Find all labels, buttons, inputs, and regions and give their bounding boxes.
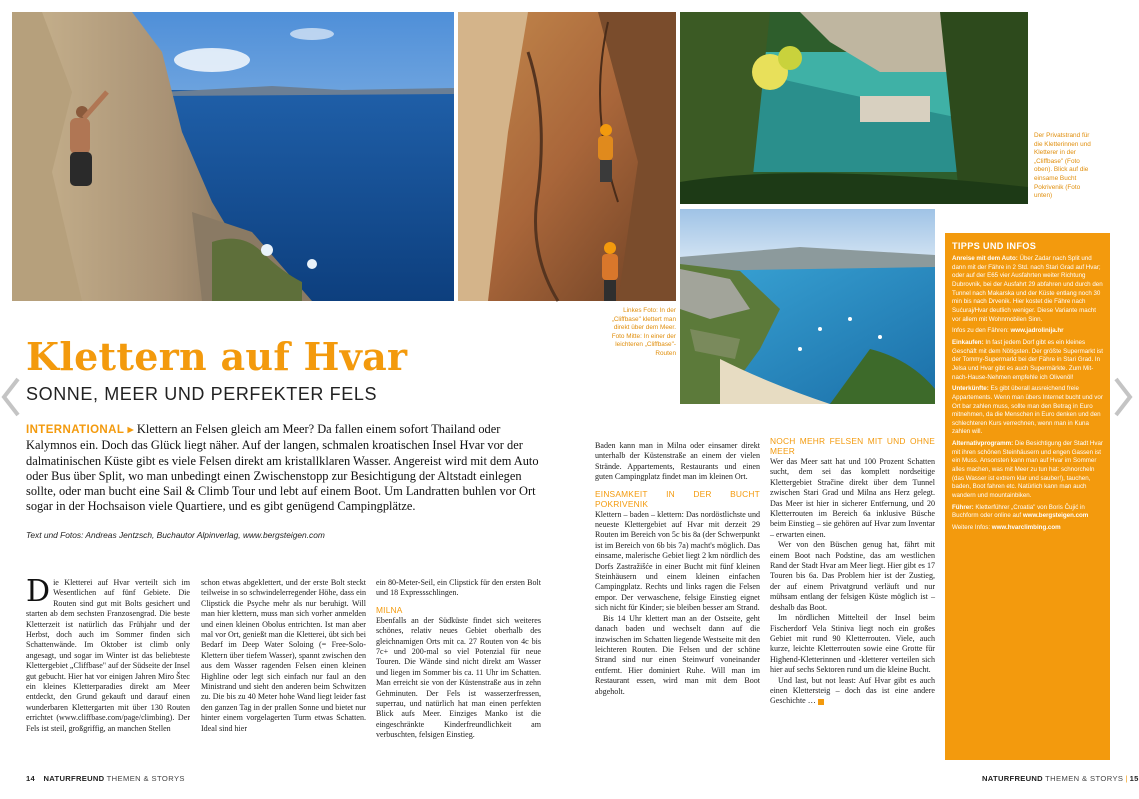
tip-item: Unterkünfte: Es gibt überall ausreichend freie Appartements. Wenn man übers Internet bucht und vor Ort bar zahlen muss, sollte man den Betrag in Euro mitnehmen, da die Menschen in Euro denken und den schlechteren Kurs verrechnen, wenn man in Kuna zahlen will. (952, 385, 1103, 436)
body-column-5-text-2: Wer von den Büschen genug hat, fährt mit einem Boot nach Podstine, das am westlichen Rand der Stadt Hvar am Meer liegt. Hier gibt es 17 Touren bis 6a. Das Problem hier ist der Zustieg, der auf einem Privatgrund verläuft und nur mühsam entlang der felsigen Küste möglich ist – deshalb das Boot. (770, 540, 935, 612)
article-subtitle: SONNE, MEER UND PERFEKTER FELS (26, 384, 378, 404)
body-column-2-text: schon etwas abgeklettert, und der erste Bolt steckt teilweise in so schwindelerregender Höhe, dass ein Clipstick die Psyche mehr als nur beruhigt. Will man hier klettern, muss man sich vorher anmelden und einen kleinen Obolus entrichten. Ist man aber mal vor Ort, genießt man die Kletterei, übt sich bei Bedarf im Deep Water Soloing (= Free-Solo-Klettern über tiefem Wasser), spannt zwischen den aus dem Wasser ragenden Felsen einen kleinen Highline oder legt sich einfach nur faul an den Ministrand und sieht den anderen beim Schwitzen zu. Die bis zu 40 Meter hohe Wand liegt leider fast den ganzen Tag in der prallen Sonne und bietet nur hinter einem vorgelagerten Turm etwas Schatten. Ideal sind hier (201, 578, 366, 733)
ferry-link[interactable]: www.jadrolinija.hr (1010, 327, 1064, 335)
body-column-5-text-4: Und last, but not least: Auf Hvar gibt es auch einen Klettersteig – doch das ist eine andere Geschichte … (770, 675, 935, 706)
private-beach-cliffbase-photo (680, 12, 1028, 204)
folio-left (26, 774, 185, 783)
magazine-name-right: NATURFREUND (982, 774, 1043, 783)
section-heading-milna: MILNA (376, 604, 403, 615)
intro-kicker: INTERNATIONAL ▸ (26, 424, 134, 436)
folio-divider-icon: | (1125, 774, 1128, 783)
body-column-5-text-1: Wer das Meer satt hat und 100 Prozent Schatten sucht, dem sei das komplett nordseitige Klettergebiet Stračine direkt über dem Tunnel zwischen Stari Grad und Milna ans Herz gelegt. Das Meer ist hier in sicherer Entfernung, und 20 Kletterrouten im Bereich 6a inklusive Büsche beim Einstieg – sie gehören auf Hvar zum Inventar – erwarten einen. (770, 457, 935, 539)
author-credit: Text und Fotos: Andreas Jentzsch, Buchautor Alpinverlag, www.bergsteigen.com (26, 530, 325, 540)
section-heading-more-rocks: NOCH MEHR FELSEN MIT UND OHNE MEER (770, 436, 935, 456)
section-heading-pokrivenik: EINSAMKEIT IN DER BUCHT POKRIVENIK (595, 488, 760, 509)
tip-item: Anreise mit dem Auto: Über Zadar nach Split und dann mit der Fähre in 2 Std. nach Stari Grad auf Hvar; oder auf der E65 vier Ausfahrten weiter Richtung Dubrovnik, bei der Ausfahrt 29 abfahren und durch den Tunnel nach Makarska und der Küste entlang noch 30 min bis nach Drvenik. Hier kostet die Fähre nach Sućuraj/Hvar deutlich weniger. Diese Variante macht vor allem mit Wohnmobilen Sinn. (952, 255, 1103, 323)
tip-item: Infos zu den Fähren: www.jadrolinija.hr (952, 327, 1064, 335)
magazine-name-left: NATURFREUND (43, 774, 105, 783)
bay-pokrivenik-photo (680, 209, 935, 404)
photo-caption-right: Der Privatstrand für die Kletterinnen und Kletterer in der „Cliffbase" (Foto oben). Blick auf die einsame Bucht Pokrivenik (Foto unten) (1034, 132, 1091, 200)
guidebook-link[interactable]: www.bergsteigen.com (1022, 512, 1089, 520)
body-column-1-text: ie Kletterei auf Hvar verteilt sich im Wesentlichen auf fünf Gebiete. Die Routen sind gut mit Bolts gesichert und starten ab dem sechsten Franzosengrad. Die beste Kletterzeit ist natürlich das Frühjahr und der Herbst, doch auch im Sommer finden sich Schattenwände. Im Oktober ist climb only angesagt, und sogar im Winter ist das beliebteste Klettergebiet „Cliffbase" auf der Südseite der Insel gut gebucht. Hier hat vor einigen Jahren Miro Štec ein kleines Kletterparadies direkt am Meer entdeckt, den Grund gekauft und darauf einen wunderbaren Klettergarten mit über 130 Routen errichtet (www.cliffbase.com/page/climbing). Der Fels ist steil, großgriffig, an manchen Stellen (26, 578, 190, 733)
climber-cliff-sea-photo (12, 12, 454, 301)
page-number-left: 14 (26, 774, 36, 783)
section-name-right: THEMEN & STORYS (1045, 774, 1124, 783)
body-column-2 (201, 578, 366, 734)
body-column-4 (595, 441, 760, 697)
body-column-4-text-1: Baden kann man in Milna oder einsamer direkt unterhalb der Küstenstraße an einem der vielen Strände. Appartements, Restaurants und einen guten Campingplatz findet man im kleinen Ort. (595, 441, 760, 482)
folio-right (982, 774, 1139, 783)
page-number-right: 15 (1129, 774, 1139, 783)
body-column-3-text-1: ein 80-Meter-Seil, ein Clipstick für den ersten Bolt und 18 Expressschlingen. (376, 578, 541, 598)
photo-caption-left: Linkes Foto: In der „Cliffbase" klettert man direkt über dem Meer. Foto Mitte: In einer der leichteren „Cliffbase"-Routen (611, 307, 676, 357)
end-mark-icon (818, 699, 824, 705)
hvarclimbing-link[interactable]: www.hvarclimbing.com (991, 524, 1061, 532)
climbers-rock-wall-photo (458, 12, 676, 301)
article-title: Klettern auf Hvar (26, 334, 408, 379)
body-column-5 (770, 436, 935, 707)
tips-info-box (945, 233, 1110, 760)
body-column-3 (376, 578, 541, 741)
tip-item: Einkaufen: In fast jedem Dorf gibt es ein kleines Geschäft mit dem Nötigsten. Der größte Supermarkt ist der Tommy-Supermarkt bei der Fähre in Stari Grad. In Jelsa und Hvar gibt es auch Supermärkte. Zum Mit-nach-Hause-Nehmen empfehle ich Olivenöl! (952, 338, 1103, 381)
body-column-4-text-3: Bis 14 Uhr klettert man an der Ostseite, geht danach baden und wechselt dann auf die inzwischen im Schatten liegende Westseite mit den leichteren Routen. Die Felsen und der schöne Strand sind nur einen Steinwurf voneinander entfernt. Hier dominiert Ruhe. Will man im Restaurant essen, wird man mit dem Boot abgeholt. (595, 613, 760, 696)
intro-text: Klettern an Felsen gleich am Meer? Da fallen einem sofort Thailand oder Kalymnos ein. Doch das Glück liegt näher. Auf der langen, schmalen kroatischen Insel Hvar vor der dalmatinischen Küste gibt es viele Felsen direkt am kristallklaren Wasser. Angereist wird mit dem Auto oder Bus über Split, wo man unbedingt einen Zwischenstopp zur Besichtigung der Altstadt einlegen sollte, oder man bucht eine Sail & Climb Tour und lebt auf einem Boot. Um Landratten buhlen vor Ort sogar in der Hochsaison viele Quartiere, und es gibt genügend Campingplätze. (26, 422, 539, 514)
tip-item: Alternativprogramm: Die Besichtigung der Stadt Hvar mit ihren schönen Steinhäusern und engen Gassen ist ein Muss. Ansonsten kann man auf Hvar im Sommer alles machen, was mit Meer zu tun hat: schnorcheln (das Wasser ist extrem klar und sauber!), tauchen, baden, Boot fahren etc. Natürlich kann man auch wandern und mountainbiken. (952, 440, 1103, 500)
article-intro (26, 422, 546, 515)
body-column-1 (26, 574, 190, 734)
body-column-4-text-2: Klettern – baden – klettern: Das nordöstlichste und neueste Klettergebiet auf Hvar mit derzeit 29 Routen im Bereich von 5c bis 8a (der Schwerpunkt ist im Bereich von 6b bis 7a) macht's möglich. Das einsame, malerische Gebiet liegt 2 km nördlich des Dorfs Zastražišće in einer Bucht mit fünf kleinen Steinhäusern und einem kleinen einfachen Campingplatz. Rechts und links ragen die Felsen empor. Der verwaschene, felsige Einstieg eignet sich nicht für Kinder; sie bleiben besser am Strand. (595, 509, 760, 613)
tip-item: Weitere Infos: www.hvarclimbing.com (952, 524, 1061, 532)
drop-cap: D (26, 574, 51, 609)
previous-page-arrow-icon[interactable] (0, 376, 22, 418)
tips-heading: TIPPS UND INFOS (952, 241, 1037, 251)
body-column-3-text-2: Ebenfalls an der Südküste findet sich weiteres schönes, relativ neues Gebiet oberhalb des gleichnamigen Orts mit ca. 27 Routen von 4c bis 7c+ und 200-mal so viel Potenzial für neue Touren. Die Wände sind nicht direkt am Wasser und liegen im Sommer bis ca. 11 Uhr im Schatten. Man erreicht sie von der Küstenstraße aus in zehn Gehminuten. Der Fels ist wasserzerfressen, superrau, und natürlich hat man einen perfekten Blick aufs Meer. Einziges Manko ist die eingeschränkte Kinderfreundlichkeit am verbuschten, felsigen Einstieg. (376, 615, 541, 740)
next-page-arrow-icon[interactable] (1112, 376, 1134, 418)
body-column-5-text-3: Im nördlichen Mittelteil der Insel beim Fischerdorf Vela Stiniva liegt noch ein großes Gebiet mit rund 90 Kletterrouten. Viele, auch kurze, leichte Kletterrouten sowie eine Grotte für Highend-Kletterinnen und -kletterer verteilen sich hier auf sechs Sektoren rund um die kleine Bucht. (770, 613, 935, 675)
section-name-left: THEMEN & STORYS (106, 774, 185, 783)
tip-item: Führer: Kletterführer „Croatia" von Boris Čujić in Buchform oder online auf www.bergsteigen.com (952, 503, 1089, 520)
